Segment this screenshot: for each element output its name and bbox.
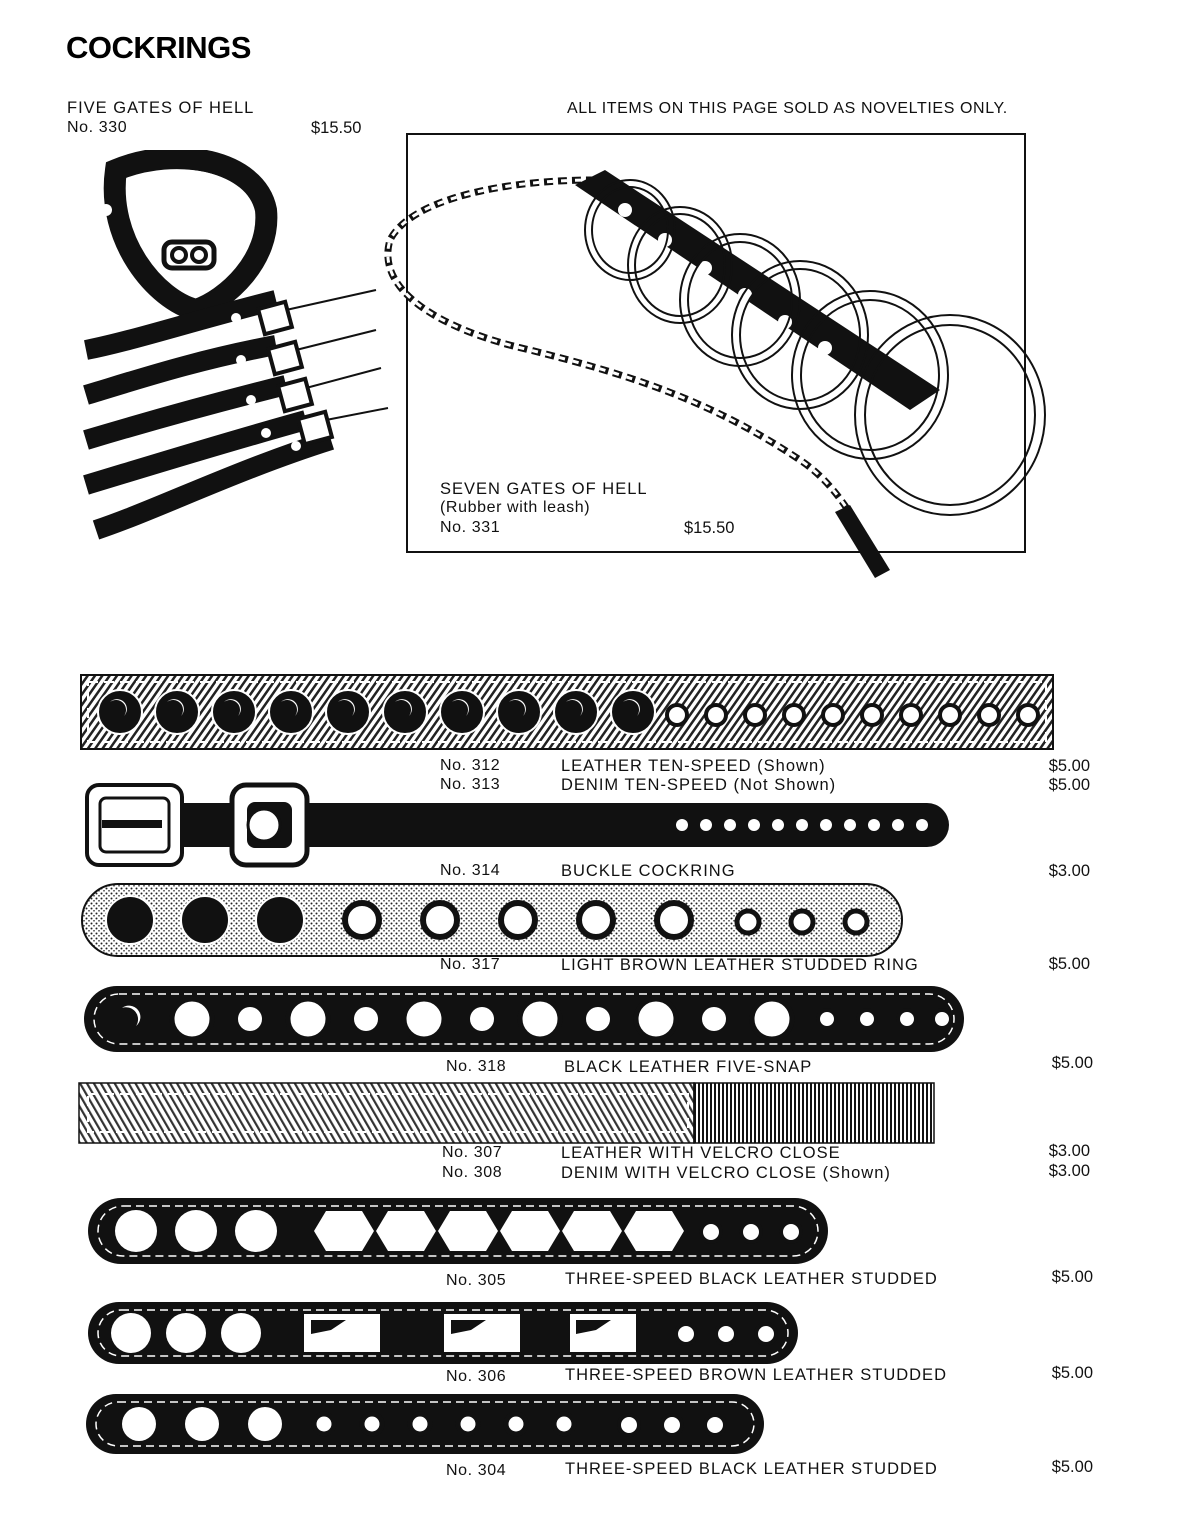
three-speed-black-studded-305-illustration (86, 1196, 831, 1266)
item-314-number: No. 314 (440, 862, 501, 879)
item-307-number: No. 307 (442, 1144, 503, 1161)
item-330-price: $15.50 (311, 119, 362, 137)
item-314-price: $3.00 (1048, 862, 1090, 880)
item-304-price: $5.00 (1051, 1458, 1093, 1476)
item-331-price: $15.50 (684, 519, 735, 537)
item-308-number: No. 308 (442, 1164, 503, 1181)
item-312-number: No. 312 (440, 757, 501, 774)
buckle-cockring-illustration (82, 780, 952, 870)
item-305-price: $5.00 (1051, 1268, 1093, 1286)
item-312-price: $5.00 (1048, 757, 1090, 775)
item-307-price: $3.00 (1048, 1142, 1090, 1160)
three-speed-brown-studded-306-illustration (86, 1300, 801, 1366)
item-331-number: No. 331 (440, 519, 501, 536)
item-331-name: SEVEN GATES OF HELL (440, 480, 648, 498)
item-308-description: DENIM WITH VELCRO CLOSE (Shown) (561, 1164, 891, 1182)
item-308-price: $3.00 (1048, 1162, 1090, 1180)
item-314-description: BUCKLE COCKRING (561, 862, 736, 880)
item-318-number: No. 318 (446, 1058, 507, 1075)
item-304-number: No. 304 (446, 1462, 507, 1479)
item-307-description: LEATHER WITH VELCRO CLOSE (561, 1144, 841, 1162)
item-304-description: THREE-SPEED BLACK LEATHER STUDDED (565, 1460, 938, 1478)
black-leather-five-snap-illustration (82, 984, 967, 1054)
novelty-notice: ALL ITEMS ON THIS PAGE SOLD AS NOVELTIES ONLY. (567, 100, 1008, 117)
item-331-subtitle: (Rubber with leash) (440, 499, 591, 516)
item-313-description: DENIM TEN-SPEED (Not Shown) (561, 776, 837, 794)
item-330-number: No. 330 (67, 119, 128, 136)
item-317-description: LIGHT BROWN LEATHER STUDDED RING (561, 956, 919, 974)
item-318-price: $5.00 (1051, 1054, 1093, 1072)
item-305-number: No. 305 (446, 1272, 507, 1289)
item-330-name: FIVE GATES OF HELL (67, 99, 255, 117)
item-313-price: $5.00 (1048, 776, 1090, 794)
item-306-number: No. 306 (446, 1368, 507, 1385)
item-317-number: No. 317 (440, 956, 501, 973)
item-305-description: THREE-SPEED BLACK LEATHER STUDDED (565, 1270, 938, 1288)
item-318-description: BLACK LEATHER FIVE-SNAP (564, 1058, 813, 1076)
item-306-price: $5.00 (1051, 1364, 1093, 1382)
item-313-number: No. 313 (440, 776, 501, 793)
five-gates-of-hell-illustration (76, 150, 396, 570)
item-317-price: $5.00 (1048, 955, 1090, 973)
three-speed-black-studded-304-illustration (84, 1392, 766, 1456)
velcro-close-strap-illustration (78, 1082, 938, 1144)
seven-gates-of-hell-illustration (380, 160, 1080, 580)
page-title: COCKRINGS (66, 30, 251, 65)
item-306-description: THREE-SPEED BROWN LEATHER STUDDED (565, 1366, 947, 1384)
item-312-description: LEATHER TEN-SPEED (Shown) (561, 757, 826, 775)
ten-speed-strap-illustration (80, 674, 1055, 750)
light-brown-studded-ring-illustration (80, 882, 905, 958)
